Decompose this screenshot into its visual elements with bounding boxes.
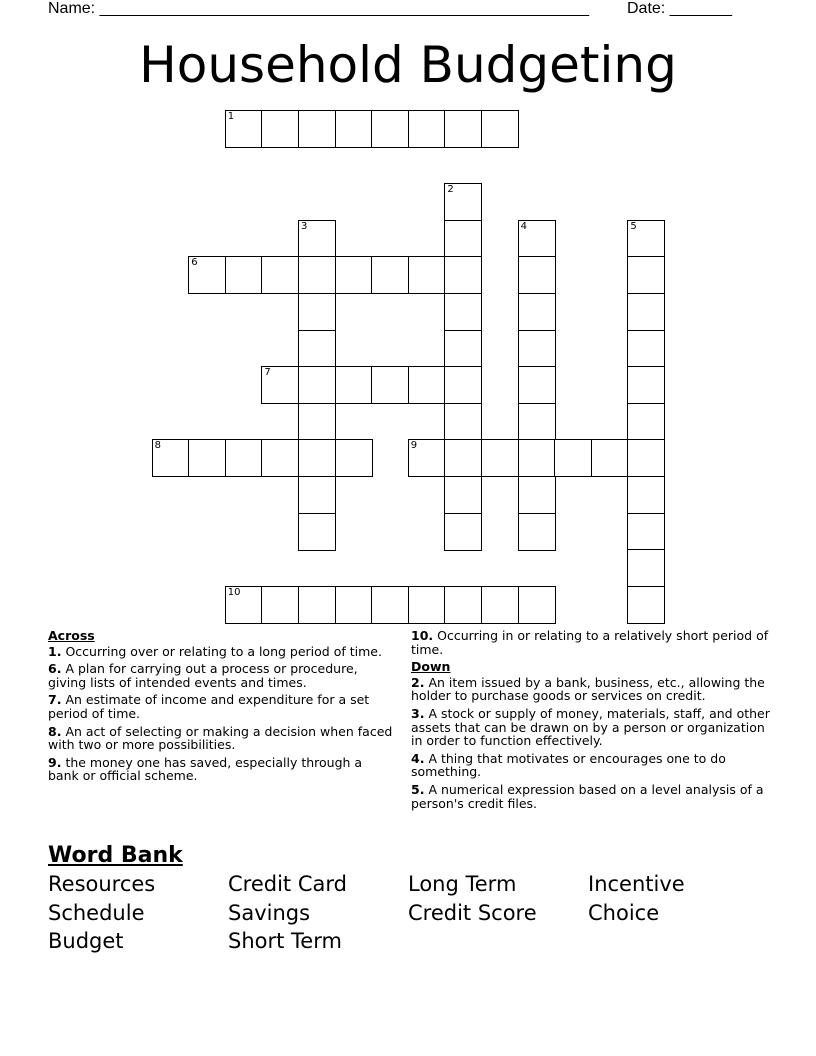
clue-across-10 [411, 629, 776, 656]
crossword-cell[interactable] [298, 293, 336, 331]
crossword-cell[interactable] [335, 256, 373, 294]
clue-down-3 [411, 707, 776, 748]
clue-number: 10. [411, 628, 434, 643]
crossword-cell[interactable] [444, 293, 482, 331]
clue-text: Occurring in or relating to a relatively short period of time. [411, 628, 769, 657]
clue-number: 5. [411, 781, 425, 797]
crossword-cell[interactable] [298, 476, 336, 514]
cell-number: 6 [191, 257, 198, 269]
crossword-cell[interactable] [627, 220, 665, 258]
crossword-cell[interactable] [261, 256, 299, 294]
clue-number: 7. [48, 692, 62, 708]
word-bank-item: Incentive [588, 872, 685, 896]
crossword-cell[interactable] [261, 586, 299, 624]
crossword-cell[interactable] [298, 513, 336, 551]
word-bank-item: Choice [588, 901, 660, 925]
clue-number: 9. [48, 754, 62, 770]
clue-text: An estimate of income and expenditure for a set period of time. [48, 692, 370, 721]
crossword-cell[interactable] [444, 439, 482, 477]
crossword-cell[interactable] [225, 256, 263, 294]
cell-number: 9 [410, 440, 418, 452]
crossword-cell[interactable] [298, 439, 336, 477]
crossword-cell[interactable] [444, 220, 482, 258]
crossword-cell[interactable] [408, 366, 446, 404]
crossword-cell[interactable] [298, 110, 336, 148]
clue-down-4 [411, 752, 776, 779]
crossword-cell[interactable] [627, 476, 665, 514]
clues-column-right [411, 629, 776, 814]
crossword-cell[interactable] [444, 476, 482, 514]
crossword-cell[interactable] [627, 439, 665, 477]
word-bank-item: Savings [228, 901, 311, 925]
clue-text: An item issued by a bank, business, etc., allowing the holder to purchase goods or services on credit. [411, 674, 765, 704]
cell-number: 10 [227, 586, 241, 598]
crossword-cell[interactable] [444, 403, 482, 441]
crossword-cell[interactable] [444, 110, 482, 148]
crossword-cell[interactable] [518, 366, 556, 404]
crossword-cell[interactable] [627, 293, 665, 331]
crossword-cell[interactable] [225, 439, 263, 477]
crossword-cell[interactable] [627, 403, 665, 441]
crossword-cell[interactable] [261, 110, 299, 148]
crossword-cell[interactable] [627, 256, 665, 294]
crossword-cell[interactable] [518, 403, 556, 441]
crossword-cell[interactable] [444, 183, 482, 221]
clue-across-1 [48, 645, 393, 659]
crossword-cell[interactable] [408, 256, 446, 294]
crossword-cell[interactable] [444, 366, 482, 404]
clue-text: A thing that motivates or encourages one to do something. [411, 750, 726, 780]
crossword-cell[interactable] [371, 110, 409, 148]
crossword-cell[interactable] [371, 366, 409, 404]
crossword-cell[interactable] [518, 513, 556, 551]
cell-number: 8 [154, 440, 161, 452]
clue-across-9 [48, 756, 393, 783]
crossword-cell[interactable] [335, 586, 373, 624]
down-heading: Down [411, 659, 451, 675]
word-bank-item: Credit Card [228, 872, 347, 896]
crossword-cell[interactable] [518, 220, 556, 258]
crossword-cell[interactable] [335, 110, 373, 148]
clue-across-6 [48, 662, 393, 689]
crossword-cell[interactable] [298, 330, 336, 368]
clue-number: 3. [411, 705, 425, 721]
clue-text: A numerical expression based on a level analysis of a person's credit files. [411, 781, 764, 811]
word-bank-item: Short Term [228, 929, 342, 953]
clue-number: 2. [411, 674, 425, 690]
crossword-cell[interactable] [444, 256, 482, 294]
crossword-cell[interactable] [298, 403, 336, 441]
across-heading: Across [48, 628, 95, 643]
crossword-cell[interactable] [627, 586, 665, 624]
crossword-cell[interactable] [298, 586, 336, 624]
cell-number: 4 [520, 220, 527, 232]
clue-text: Occurring over or relating to a long period of time. [65, 643, 382, 659]
crossword-cell[interactable] [481, 586, 519, 624]
page-title: Household Budgeting [139, 36, 677, 94]
word-bank-item: Schedule [48, 901, 145, 925]
crossword-cell[interactable] [371, 256, 409, 294]
clue-number: 4. [411, 750, 425, 766]
word-bank-item: Resources [48, 872, 156, 896]
clue-down-2 [411, 676, 776, 703]
clue-number: 1. [48, 643, 62, 659]
clue-number: 6. [48, 661, 62, 677]
crossword-cell[interactable] [591, 439, 629, 477]
crossword-cell[interactable] [371, 586, 409, 624]
crossword-cell[interactable] [481, 439, 519, 477]
word-bank-title: Word Bank [48, 843, 183, 868]
cell-number: 3 [301, 220, 308, 232]
crossword-cell[interactable] [518, 476, 556, 514]
clues-column-left [48, 629, 393, 787]
crossword-cell[interactable] [444, 586, 482, 624]
crossword-cell[interactable] [152, 439, 190, 477]
crossword-cell[interactable] [518, 439, 556, 477]
clue-down-5 [411, 783, 776, 810]
name-field-label: Name: _______________________________________________________ [48, 0, 589, 17]
crossword-cell[interactable] [261, 366, 299, 404]
clue-number: 8. [48, 723, 62, 739]
crossword-cell[interactable] [627, 366, 665, 404]
crossword-cell[interactable] [225, 586, 263, 624]
clue-across-8 [48, 725, 393, 752]
crossword-cell[interactable] [298, 256, 336, 294]
word-bank-item: Credit Score [408, 901, 537, 925]
crossword-cell[interactable] [261, 439, 299, 477]
crossword-cell[interactable] [627, 549, 665, 587]
cell-number: 2 [447, 184, 454, 196]
clue-text: the money one has saved, especially through a bank or official scheme. [48, 754, 363, 784]
crossword-cell[interactable] [481, 110, 519, 148]
crossword-cell[interactable] [554, 439, 592, 477]
crossword-cell[interactable] [518, 330, 556, 368]
clue-text: A plan for carrying out a process or procedure, giving lists of intended events and times. [48, 661, 358, 690]
crossword-cell[interactable] [225, 110, 263, 148]
word-bank-item: Budget [48, 929, 124, 953]
cell-number: 7 [264, 367, 271, 379]
clue-text: An act of selecting or making a decision when faced with two or more possibilities. [48, 723, 393, 753]
crossword-cell[interactable] [518, 586, 556, 624]
crossword-cell[interactable] [627, 330, 665, 368]
crossword-cell[interactable] [444, 513, 482, 551]
crossword-cell[interactable] [627, 513, 665, 551]
crossword-cell[interactable] [408, 110, 446, 148]
crossword-cell[interactable] [408, 439, 446, 477]
crossword-cell[interactable] [335, 366, 373, 404]
date-field-label: Date: _______ [627, 0, 732, 17]
crossword-cell[interactable] [188, 256, 226, 294]
crossword-cell[interactable] [408, 586, 446, 624]
crossword-cell[interactable] [298, 220, 336, 258]
crossword-cell[interactable] [188, 439, 226, 477]
cell-number: 1 [227, 111, 235, 122]
clue-text: A stock or supply of money, materials, staff, and other assets that can be drawn on by a person or organization in order to function effectively. [411, 705, 770, 749]
crossword-cell[interactable] [518, 293, 556, 331]
crossword-cell[interactable] [298, 366, 336, 404]
crossword-cell[interactable] [518, 256, 556, 294]
clue-across-7 [48, 693, 393, 720]
word-bank-item: Long Term [408, 872, 517, 896]
cell-number: 5 [630, 220, 637, 232]
crossword-cell[interactable] [444, 330, 482, 368]
crossword-cell[interactable] [335, 439, 373, 477]
